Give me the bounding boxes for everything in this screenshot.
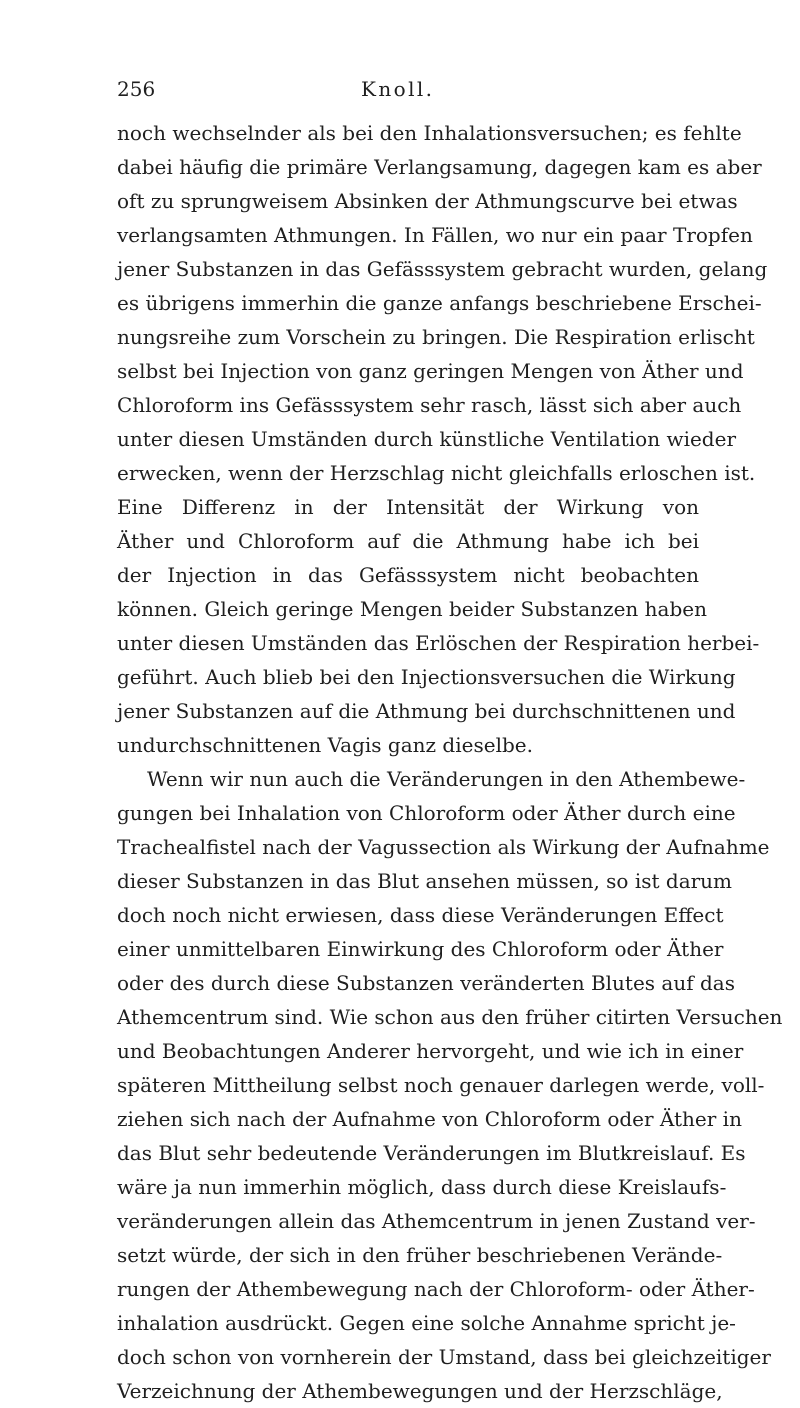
text-line: das Blut sehr bedeutende Veränderungen im Blutkreislauf. Es (117, 1141, 746, 1165)
text-line-paragraph-end: undurchschnittenen Vagis ganz dieselbe. (117, 733, 533, 757)
text-line: geführt. Auch blieb bei den Injectionsversuchen die Wirkung (117, 665, 736, 689)
text-line: veränderungen allein das Athemcentrum in jenen Zustand ver- (117, 1209, 756, 1233)
text-line: unter diesen Umständen durch künstliche Ventilation wieder (117, 427, 737, 451)
text-line-paragraph-start: Wenn wir nun auch die Veränderungen in den Athembewe- (147, 767, 746, 791)
page-header (117, 74, 697, 104)
text-line: jener Substanzen in das Gefässsystem gebracht wurden, gelang (117, 257, 768, 281)
text-line: noch wechselnder als bei den Inhalationsversuchen; es fehlte (117, 121, 742, 145)
text-line: Chloroform ins Gefässsystem sehr rasch, lässt sich aber auch (117, 393, 742, 417)
text-line: nungsreihe zum Vorschein zu bringen. Die Respiration erlischt (117, 325, 755, 349)
text-line: inhalation ausdrückt. Gegen eine solche Annahme spricht je- (117, 1311, 736, 1335)
text-line: gungen bei Inhalation von Chloroform oder Äther durch eine (117, 801, 736, 825)
text-line-spaced: Eine Differenz in der Intensität der Wirkung von (117, 495, 699, 519)
text-line: oder des durch diese Substanzen veränderten Blutes auf das (117, 971, 735, 995)
text-line: Verzeichnung der Athembewegungen und der Herzschläge, (117, 1379, 723, 1403)
text-line: und Beobachtungen Anderer hervorgeht, und wie ich in einer (117, 1039, 744, 1063)
text-line: dabei häufig die primäre Verlangsamung, dagegen kam es aber (117, 155, 762, 179)
text-line: können. Gleich geringe Mengen beider Substanzen haben (117, 597, 707, 621)
text-line: erwecken, wenn der Herzschlag nicht gleichfalls erloschen ist. (117, 461, 756, 485)
page-number: 256 (117, 77, 156, 101)
text-line: unter diesen Umständen das Erlöschen der Respiration herbei- (117, 631, 760, 655)
text-line: verlangsamten Athmungen. In Fällen, wo nur ein paar Tropfen (117, 223, 753, 247)
text-line: Athemcentrum sind. Wie schon aus den früher citirten Versuchen (117, 1005, 783, 1029)
text-line-spaced: der Injection in das Gefässsystem nicht beobachten (117, 563, 699, 587)
text-line: jener Substanzen auf die Athmung bei durchschnittenen und (117, 699, 736, 723)
text-line-spaced: Äther und Chloroform auf die Athmung habe ich bei (117, 529, 699, 553)
running-head: Knoll. (361, 77, 435, 101)
text-line: oft zu sprungweisem Absinken der Athmungscurve bei etwas (117, 189, 738, 213)
text-line: doch schon von vornherein der Umstand, dass bei gleichzeitiger (117, 1345, 771, 1369)
text-line: späteren Mittheilung selbst noch genauer darlegen werde, voll- (117, 1073, 765, 1097)
text-line: es übrigens immerhin die ganze anfangs beschriebene Erschei- (117, 291, 762, 315)
text-line: dieser Substanzen in das Blut ansehen müssen, so ist darum (117, 869, 733, 893)
text-line: setzt würde, der sich in den früher beschriebenen Verände- (117, 1243, 723, 1267)
body-text (117, 116, 783, 1408)
text-line: einer unmittelbaren Einwirkung des Chloroform oder Äther (117, 937, 724, 961)
text-line: rungen der Athembewegung nach der Chloroform- oder Äther- (117, 1277, 755, 1301)
text-line: selbst bei Injection von ganz geringen Mengen von Äther und (117, 359, 744, 383)
text-line: wäre ja nun immerhin möglich, dass durch diese Kreislaufs- (117, 1175, 727, 1199)
text-line: doch noch nicht erwiesen, dass diese Veränderungen Effect (117, 903, 724, 927)
text-line: Trachealfistel nach der Vagussection als Wirkung der Aufnahme (117, 835, 770, 859)
text-line: ziehen sich nach der Aufnahme von Chloroform oder Äther in (117, 1107, 742, 1131)
